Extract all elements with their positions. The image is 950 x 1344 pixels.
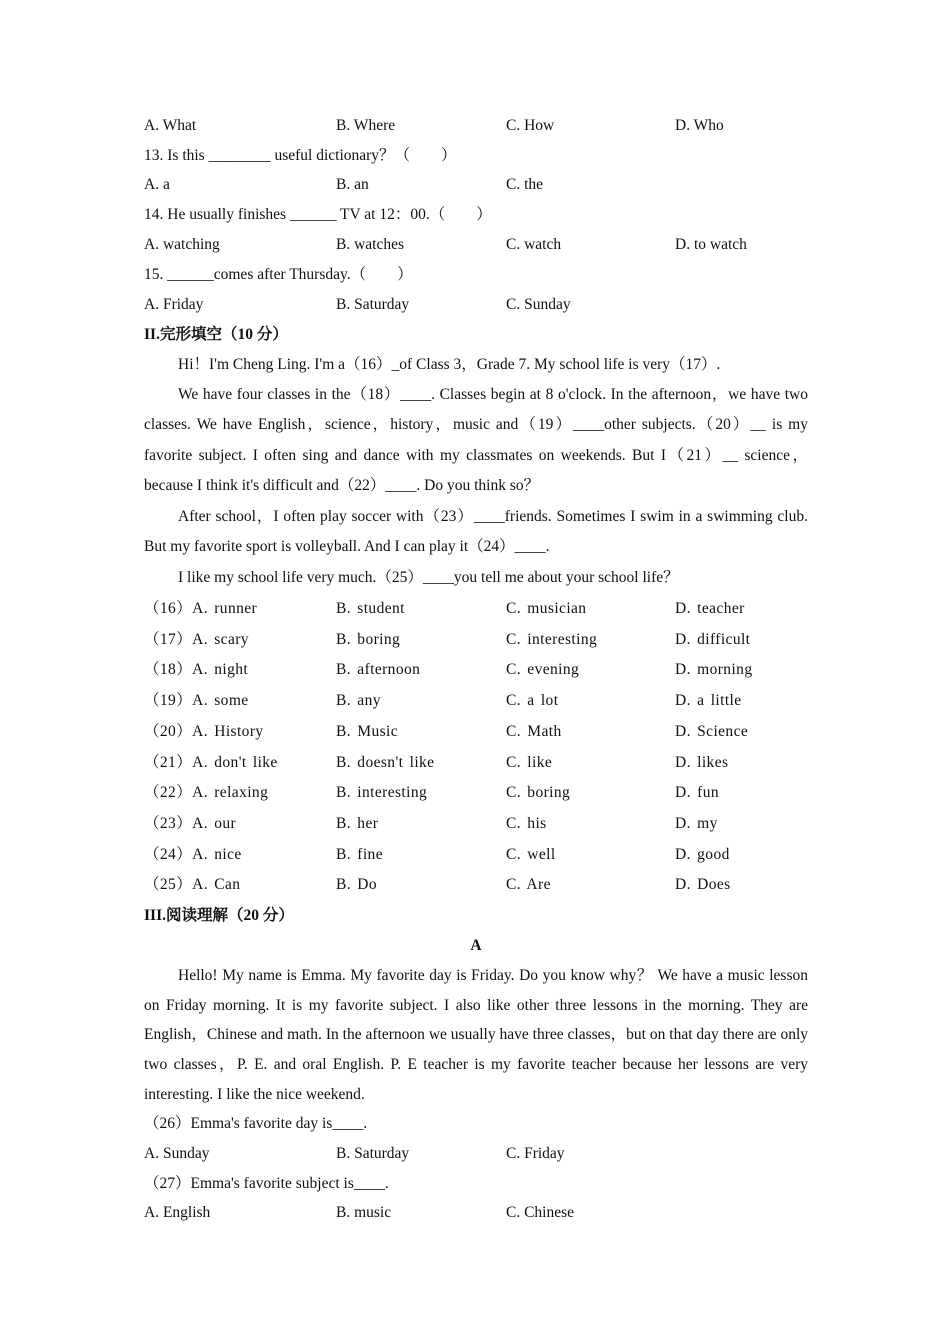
cloze-17-d: D. difficult bbox=[675, 631, 751, 648]
cloze-18-b: B. afternoon bbox=[336, 661, 421, 678]
q13-option-c: C. the bbox=[506, 176, 544, 193]
cloze-24-a: （24）A. nice bbox=[144, 846, 242, 863]
q14-option-b: B. watches bbox=[336, 236, 405, 253]
q12-option-c: C. How bbox=[506, 117, 555, 134]
cloze-paragraph-2: We have four classes in the（18）____. Classes begin at 8 o'clock. In the afternoon，we have two classes. We have English，science，history，music and（19）____other subjects.（20）__ is my favorite subject. I often sing and dance with my classmates on weekends. But I（21）__ science，because I think it's difficult and（22）____. Do you think so？ bbox=[144, 386, 808, 494]
cloze-18-a: （18）A. night bbox=[144, 661, 249, 678]
cloze-16-b: B. student bbox=[336, 600, 405, 617]
cloze-paragraph-3: After school，I often play soccer with（23）____friends. Sometimes I swim in a swimming club. But my favorite sport is volleyball. And I can play it（24）____. bbox=[144, 508, 808, 556]
q12-option-a: A. What bbox=[144, 117, 197, 134]
cloze-18-c: C. evening bbox=[506, 661, 580, 678]
cloze-21-c: C. like bbox=[506, 754, 553, 771]
q13-stem: 13. Is this ________ useful dictionary？（ ） bbox=[144, 147, 457, 164]
cloze-23-c: C. his bbox=[506, 815, 547, 832]
q13-option-b: B. an bbox=[336, 176, 369, 193]
cloze-25-a: （25）A. Can bbox=[144, 876, 241, 893]
q14-option-a: A. watching bbox=[144, 236, 220, 253]
cloze-23-b: B. her bbox=[336, 815, 379, 832]
q15-option-a: A. Friday bbox=[144, 296, 204, 313]
q26-option-b: B. Saturday bbox=[336, 1145, 410, 1162]
section-2-heading: II.完形填空（10 分） bbox=[144, 326, 288, 343]
cloze-19-d: D. a little bbox=[675, 692, 742, 709]
cloze-20-b: B. Music bbox=[336, 723, 399, 740]
cloze-16-a: （16）A. runner bbox=[144, 600, 258, 617]
q26-option-a: A. Sunday bbox=[144, 1145, 210, 1162]
cloze-25-c: C. Are bbox=[506, 876, 551, 893]
cloze-20-a: （20）A. History bbox=[144, 723, 264, 740]
reading-passage-a: Hello! My name is Emma. My favorite day is Friday. Do you know why？ We have a music lesson on Friday morning. It is my favorite subject. I also like other three lessons in the morning. They are English，Chinese and math. In the afternoon we usually have three classes，but on that day there are only two classes，P. E. and oral English. P. E teacher is my favorite teacher because her lessons are very interesting. I like the nice weekend. bbox=[144, 967, 808, 1103]
q26-stem: （26）Emma's favorite day is____. bbox=[144, 1115, 368, 1132]
cloze-18-d: D. morning bbox=[675, 661, 753, 678]
cloze-22-c: C. boring bbox=[506, 784, 571, 801]
cloze-24-b: B. fine bbox=[336, 846, 383, 863]
cloze-21-b: B. doesn't like bbox=[336, 754, 435, 771]
cloze-20-d: D. Science bbox=[675, 723, 749, 740]
cloze-paragraph-4: I like my school life very much.（25）____you tell me about your school life？ bbox=[178, 569, 679, 586]
cloze-17-b: B. boring bbox=[336, 631, 401, 648]
cloze-19-b: B. any bbox=[336, 692, 381, 709]
cloze-17-a: （17）A. scary bbox=[144, 631, 249, 648]
q27-option-a: A. English bbox=[144, 1204, 211, 1221]
cloze-16-d: D. teacher bbox=[675, 600, 745, 617]
cloze-19-a: （19）A. some bbox=[144, 692, 249, 709]
cloze-21-a: （21）A. don't like bbox=[144, 754, 278, 771]
cloze-19-c: C. a lot bbox=[506, 692, 559, 709]
q15-option-b: B. Saturday bbox=[336, 296, 410, 313]
q27-option-b: B. music bbox=[336, 1204, 392, 1221]
q12-option-b: B. Where bbox=[336, 117, 396, 134]
cloze-paragraph-1: Hi！I'm Cheng Ling. I'm a（16）_of Class 3，Grade 7. My school life is very（17）. bbox=[178, 356, 721, 373]
cloze-24-d: D. good bbox=[675, 846, 730, 863]
cloze-22-b: B. interesting bbox=[336, 784, 428, 801]
q14-option-d: D. to watch bbox=[675, 236, 747, 253]
q15-option-c: C. Sunday bbox=[506, 296, 571, 313]
q13-option-a: A. a bbox=[144, 176, 170, 193]
q27-stem: （27）Emma's favorite subject is____. bbox=[144, 1175, 389, 1192]
cloze-24-c: C. well bbox=[506, 846, 556, 863]
cloze-17-c: C. interesting bbox=[506, 631, 598, 648]
cloze-23-d: D. my bbox=[675, 815, 718, 832]
q26-option-c: C. Friday bbox=[506, 1145, 565, 1162]
cloze-21-d: D. likes bbox=[675, 754, 729, 771]
q15-stem: 15. ______comes after Thursday.（ ） bbox=[144, 266, 413, 283]
cloze-20-c: C. Math bbox=[506, 723, 562, 740]
q14-stem: 14. He usually finishes ______ TV at 12：00.（ ） bbox=[144, 206, 492, 223]
cloze-25-b: B. Do bbox=[336, 876, 378, 893]
cloze-23-a: （23）A. our bbox=[144, 815, 237, 832]
section-3-heading: III.阅读理解（20 分） bbox=[144, 907, 294, 924]
q12-option-d: D. Who bbox=[675, 117, 724, 134]
passage-label: A bbox=[470, 937, 482, 954]
q27-option-c: C. Chinese bbox=[506, 1204, 575, 1221]
cloze-16-c: C. musician bbox=[506, 600, 587, 617]
cloze-22-d: D. fun bbox=[675, 784, 720, 801]
q14-option-c: C. watch bbox=[506, 236, 562, 253]
cloze-25-d: D. Does bbox=[675, 876, 731, 893]
cloze-22-a: （22）A. relaxing bbox=[144, 784, 269, 801]
